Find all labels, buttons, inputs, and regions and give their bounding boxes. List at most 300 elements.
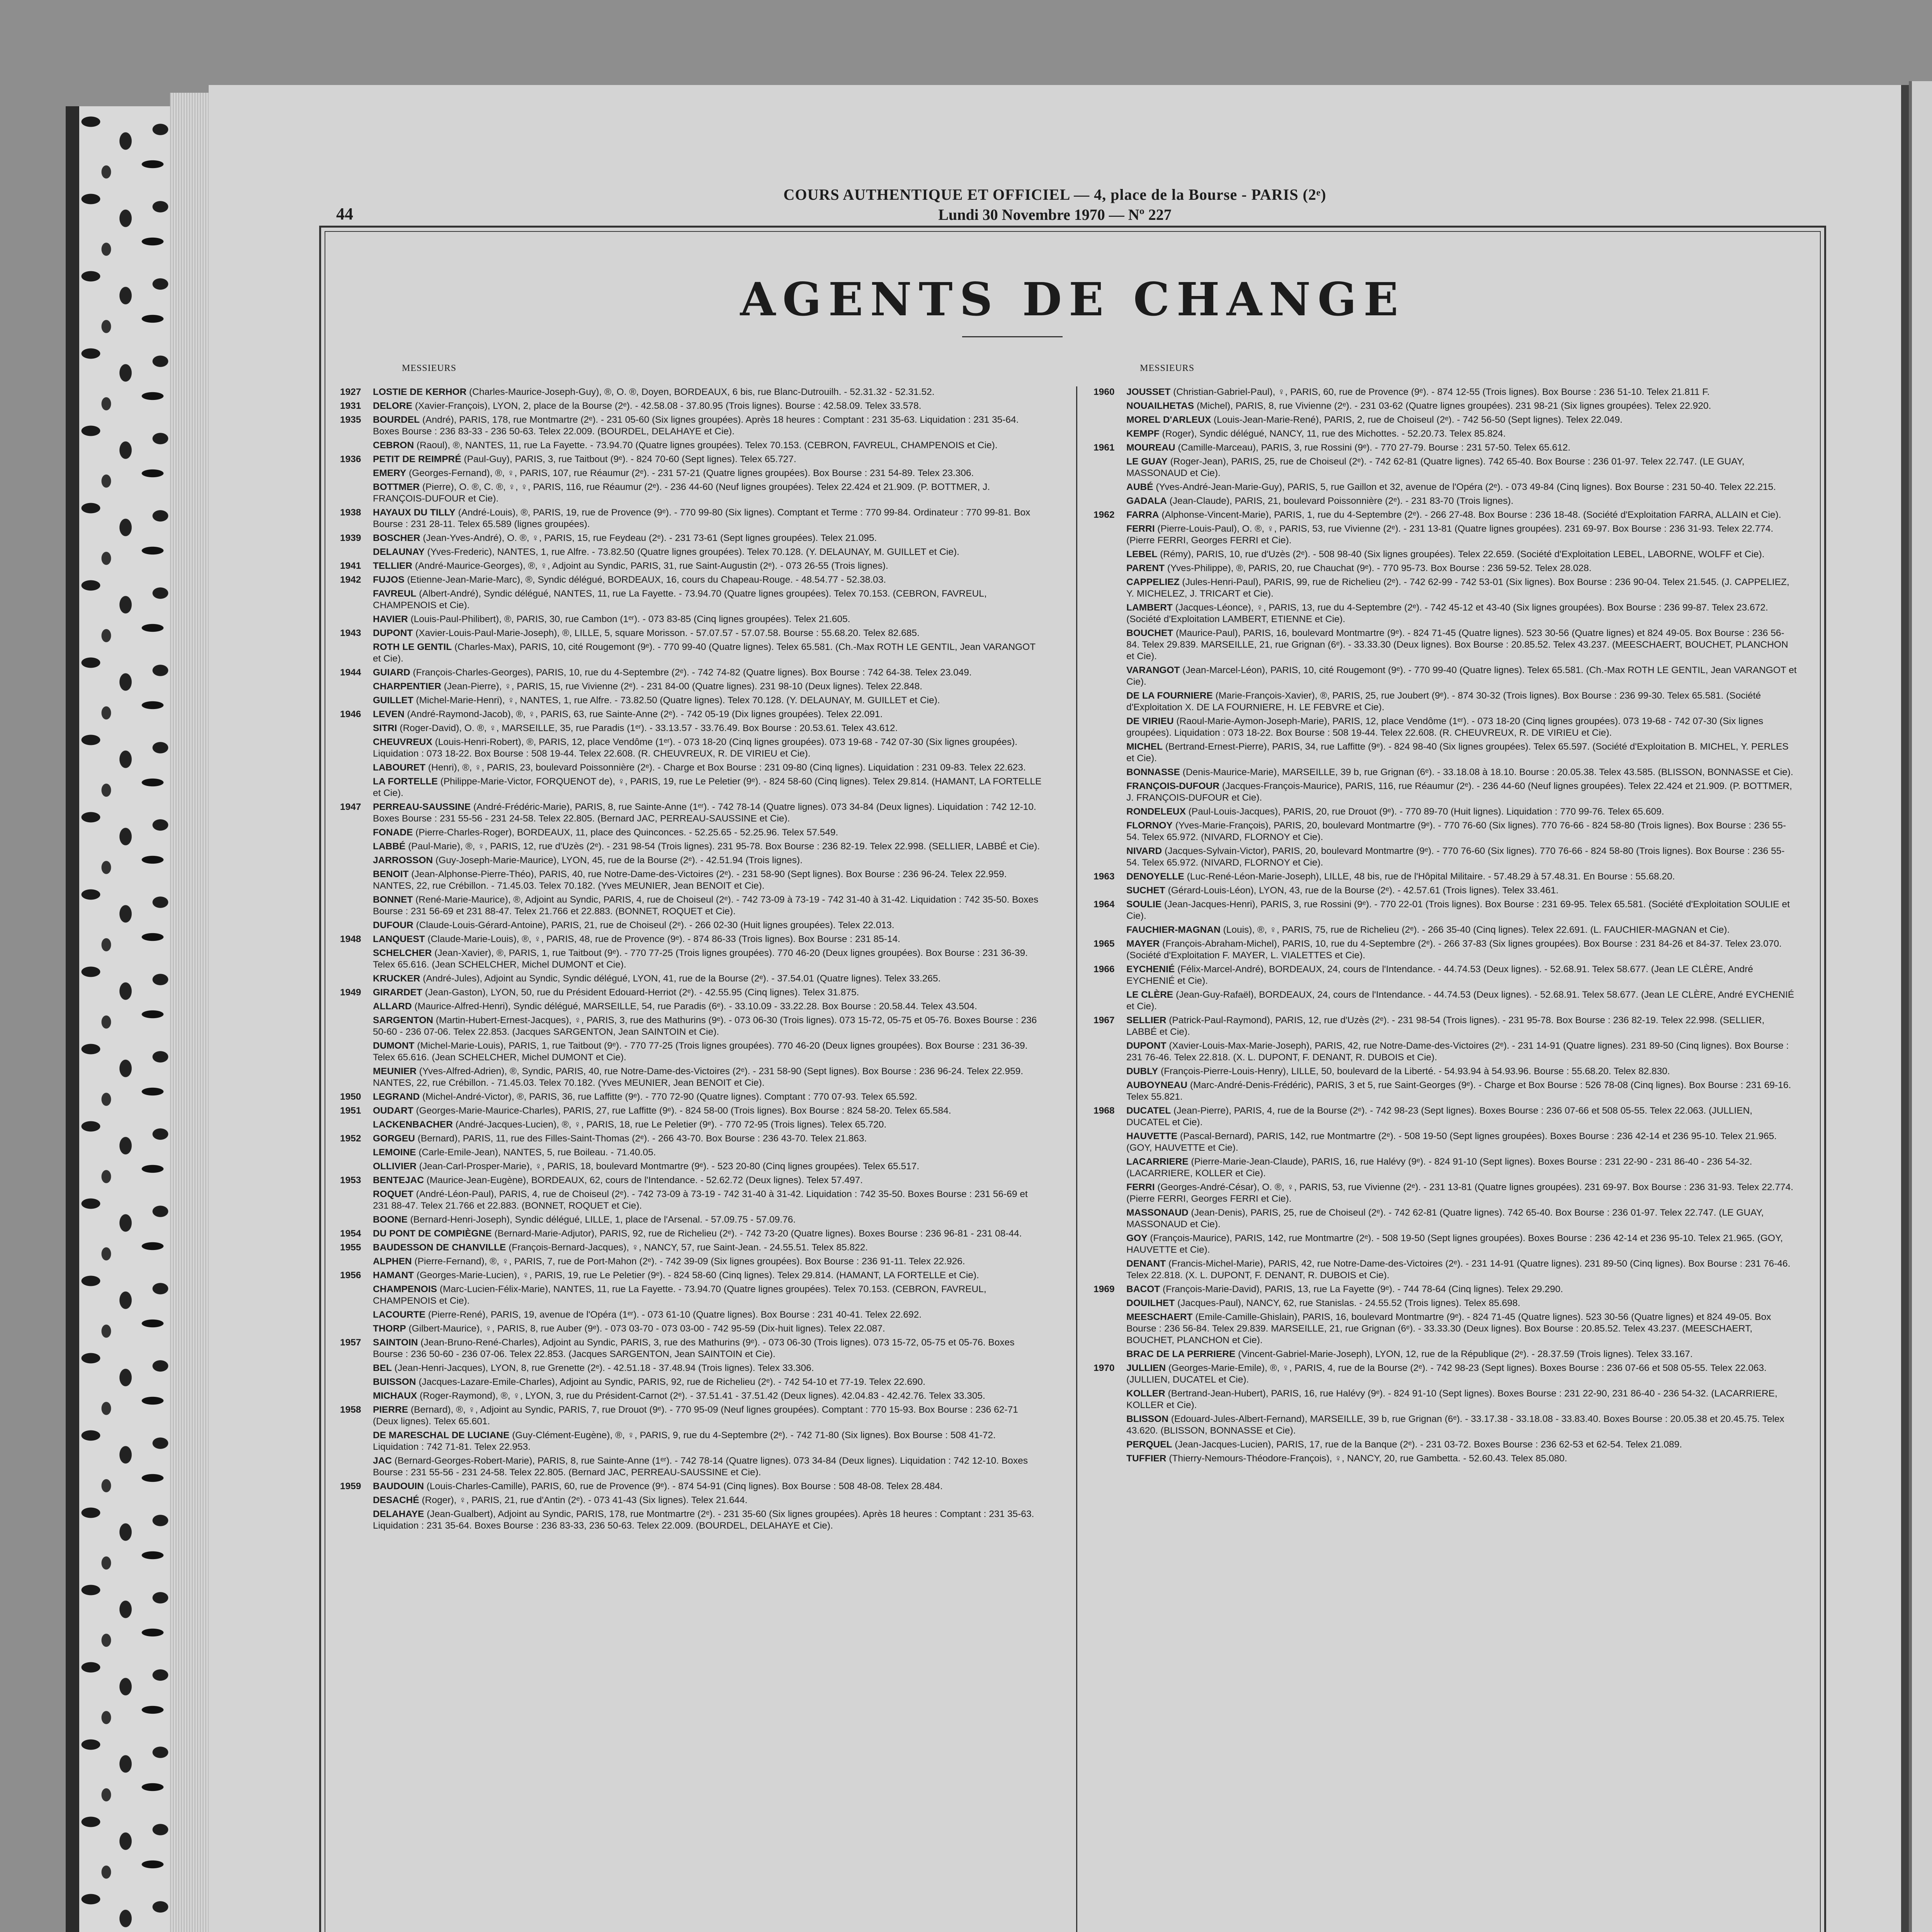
entry-name: LACARRIERE [1126, 1156, 1189, 1167]
entry-details: (Jean-Bruno-René-Charles), Adjoint au Syndic, PARIS, 3, rue des Mathurins (9ᵉ). - 073 06-30 (Trois lignes). 073 15-72, 05-75 et 05-76. Boxes Bourse : 236 50-60 - 236 07-06. Telex 22.853. (Jacques SARGENTON, Jean SAINTOIN et Cie). [373, 1337, 1015, 1359]
page-number: 44 [336, 204, 353, 223]
entry-year: 1953 [340, 1175, 361, 1185]
entry-details: (Xavier-François), LYON, 2, place de la Bourse (2ᵉ). - 42.58.08 - 37.80.95 (Trois lignes). Bourse : 42.58.09. Telex 33.578. [412, 401, 922, 411]
agent-entry [340, 1390, 1043, 1402]
agent-entry [340, 1270, 1043, 1281]
agent-entry [1094, 964, 1797, 987]
entry-name: AUBÉ [1126, 482, 1153, 492]
entry-details: (René-Marie-Maurice), ®, Adjoint au Syndic, PARIS, 4, rue de Choiseul (2ᵉ). - 742 73-09 à 73-19 - 742 31-40 à 31-42. Liquidation : 742 35-50. Boxes Bourse : 231 56-69 et 231 88-47. Telex 21.766 et 22.883. (BONNET, ROQUET et Cie). [373, 895, 1039, 917]
entry-name: DENOYELLE [1126, 871, 1184, 882]
entry-details: (Roger-David), O. ®, ♀, MARSEILLE, 35, rue Paradis (1ᵉʳ). - 33.13.57 - 33.76.49. Box Bourse : 20.53.61. Telex 43.612. [397, 723, 898, 733]
entry-details: (Félix-Marcel-André), BORDEAUX, 24, cours de l'Intendance. - 44.74.53 (Deux lignes). - 52.68.91. Telex 58.677. (Jean LE CLÈRE, André EYCHENIÉ et Cie). [1126, 964, 1753, 986]
agent-entry [340, 546, 1043, 558]
entry-details: (Louis-Charles-Camille), PARIS, 60, rue de Provence (9ᵉ). - 874 54-91 (Cinq lignes). Box Bourse : 508 48-08. Telex 28.484. [424, 1481, 943, 1492]
entry-name: ALLARD [373, 1001, 412, 1012]
agent-entry [340, 1430, 1043, 1453]
entry-year: 1970 [1094, 1363, 1115, 1373]
agent-entry [340, 894, 1043, 917]
entry-details: (Camille-Marceau), PARIS, 3, rue Rossini (9ᵉ). - 770 27-79. Bourse : 231 57-50. Telex 65.612. [1175, 442, 1571, 453]
entry-details: (Claude-Louis-Gérard-Antoine), PARIS, 21, rue de Choiseul (2ᵉ). - 266 02-30 (Huit lignes groupées). Telex 22.013. [413, 920, 895, 930]
entry-name: KRUCKER [373, 973, 420, 984]
entry-details: (Alphonse-Vincent-Marie), PARIS, 1, rue du 4-Septembre (2ᵉ). - 266 27-48. Box Bourse : 236 18-48. (Société d'Exploitation FARRA, ALLAIN et Cie). [1159, 510, 1781, 520]
entry-name: EMERY [373, 468, 406, 478]
entry-name: SARGENTON [373, 1015, 434, 1026]
entry-details: (Bernard), PARIS, 11, rue des Filles-Saint-Thomas (2ᵉ). - 266 43-70. Box Bourse : 236 43-70. Telex 21.863. [415, 1133, 867, 1144]
agent-entry [1094, 938, 1797, 961]
agent-entry [340, 841, 1043, 852]
agent-entry [1094, 1349, 1797, 1360]
entry-name: BOURDEL [373, 415, 420, 425]
entry-details: (Philippe-Marie-Victor, FORQUENOT de), ♀, PARIS, 19, rue Le Peletier (9ᵉ). - 824 58-60 (Cinq lignes). Telex 29.814. (HAMANT, LA FORTELLE et Cie). [373, 776, 1042, 798]
entry-details: (Pierre-René), PARIS, 19, avenue de l'Opéra (1ᵉʳ). - 073 61-10 (Quatre lignes). Box Bourse : 231 40-41. Telex 22.692. [425, 1310, 922, 1320]
agent-entry [340, 1147, 1043, 1158]
agent-entry [340, 762, 1043, 774]
entry-details: (Raoul-Marie-Aymon-Joseph-Marie), PARIS, 12, place Vendôme (1ᵉʳ). - 073 18-20 (Cinq lignes groupées). 073 19-68 - 742 07-30 (Six lignes groupées). Liquidation : 073 18-22. Box Bourse : 508 19-44. Telex 22.608. (R. CHEUVREUX, R. DE VIRIEU et Cie). [1126, 716, 1764, 738]
agent-entry [340, 709, 1043, 720]
entry-details: (Roger), ♀, PARIS, 21, rue d'Antin (2ᵉ). - 073 41-43 (Six lignes). Telex 21.644. [419, 1495, 748, 1505]
agent-entry [1094, 806, 1797, 818]
entry-name: HAVIER [373, 614, 408, 624]
entry-details: (Carle-Emile-Jean), NANTES, 5, rue Boileau. - 71.40.05. [416, 1147, 656, 1158]
entry-name: FARRA [1126, 510, 1159, 520]
entry-details: (Paul-Guy), PARIS, 3, rue Taitbout (9ᵉ). - 824 70-60 (Sept lignes). Telex 65.727. [461, 454, 796, 464]
entry-name: JULLIEN [1126, 1363, 1166, 1373]
agent-entry [340, 628, 1043, 639]
agent-entry [340, 1133, 1043, 1145]
entry-year: 1946 [340, 709, 361, 719]
agent-entry [340, 1481, 1043, 1492]
entry-name: LE GUAY [1126, 456, 1168, 467]
entry-details: (Pierre-Charles-Roger), BORDEAUX, 11, place des Quinconces. - 52.25.65 - 52.25.96. Telex 57.549. [413, 827, 838, 838]
entry-details: (Vincent-Gabriel-Marie-Joseph), LYON, 12, rue de la République (2ᵉ). - 28.37.59 (Trois lignes). Telex 33.167. [1235, 1349, 1693, 1359]
agent-entry [340, 667, 1043, 679]
agent-entry [1094, 1066, 1797, 1077]
entry-details: (Edouard-Jules-Albert-Fernand), MARSEILLE, 39 b, rue Grignan (6ᵉ). - 33.17.38 - 33.18.08 - 33.83.40. Boxes Bourse : 20.05.38 et 20.45.75. Telex 43.620. (BLISSON, BONNASSE et Cie). [1126, 1414, 1784, 1436]
entry-name: BLISSON [1126, 1414, 1168, 1424]
agent-entry [1094, 577, 1797, 600]
agent-entry [1094, 716, 1797, 739]
entry-year: 1941 [340, 561, 361, 571]
entry-details: (Marie-François-Xavier), ®, PARIS, 25, rue Joubert (9ᵉ). - 874 30-32 (Trois lignes). Box Bourse : 236 99-30. Telex 65.581. (Société d'Exploitation X. DE LA FOURNIERE, H. LE FEBVRE et Cie). [1126, 690, 1761, 713]
entry-details: (Raoul), ®, NANTES, 11, rue La Fayette. - 73.94.70 (Quatre lignes groupées). Telex 70.153. (CEBRON, FAVREUL, CHAMPENOIS et Cie). [414, 440, 998, 451]
agent-entry [1094, 1453, 1797, 1464]
entry-name: GUIARD [373, 667, 410, 678]
entry-details: (Gilbert-Maurice), ♀, PARIS, 8, rue Auber (9ᵉ). - 073 03-70 - 073 03-00 - 742 95-59 (Dix-huit lignes). Telex 22.087. [406, 1323, 885, 1334]
entry-details: (Michel-André-Victor), ®, PARIS, 36, rue Laffitte (9ᵉ). - 770 72-90 (Quatre lignes). Comptant : 770 07-93. Telex 65.592. [420, 1092, 917, 1102]
entry-name: BOUCHET [1126, 628, 1173, 638]
entry-name: EYCHENIÉ [1126, 964, 1175, 975]
agent-entry [340, 1284, 1043, 1307]
entry-year: 1938 [340, 507, 361, 518]
entry-year: 1968 [1094, 1105, 1115, 1116]
entry-name: LABBÉ [373, 841, 406, 852]
entry-details: (Jean-Guy-Rafaël), BORDEAUX, 24, cours de l'Intendance. - 44.74.53 (Deux lignes). - 52.68.91. Telex 58.677. (Jean LE CLÈRE, André EYCHENIÉ et Cie). [1126, 990, 1794, 1012]
entry-name: MEUNIER [373, 1066, 417, 1077]
entry-name: MAYER [1126, 939, 1160, 949]
agent-entry [1094, 820, 1797, 843]
entry-year: 1967 [1094, 1015, 1115, 1026]
entry-name: DUCATEL [1126, 1105, 1171, 1116]
agent-entry [340, 614, 1043, 625]
agent-entry [1094, 1156, 1797, 1179]
entry-name: DUPONT [1126, 1041, 1167, 1051]
entry-details: (André), PARIS, 178, rue Montmartre (2ᵉ). - 231 05-60 (Six lignes groupées). Après 18 heures : Comptant : 231 35-63. Liquidation : 231 35-64. Boxes Bourse : 236 83-33 - 236 50-63. Telex 22.009. (BOURDEL, DELAHAYE et Cie). [373, 415, 1019, 437]
entry-details: (Louis-Paul-Philibert), ®, PARIS, 30, rue Cambon (1ᵉʳ). - 073 83-85 (Cinq lignes groupées). Telex 21.605. [408, 614, 850, 624]
agent-entry [1094, 1362, 1797, 1386]
agent-entry [1094, 523, 1797, 546]
agent-entry [340, 1161, 1043, 1172]
entry-name: DENANT [1126, 1259, 1166, 1269]
entry-details: (Marc-Lucien-Félix-Marie), NANTES, 11, rue La Fayette. - 73.94.70 (Quatre lignes groupées). Telex 70.153. (CEBRON, FAVREUL, CHAMPENOIS et Cie). [373, 1284, 986, 1306]
agent-entry [340, 454, 1043, 465]
agent-entry [1094, 1040, 1797, 1063]
entry-year: 1939 [340, 533, 361, 543]
agent-entry [1094, 690, 1797, 713]
entry-name: DUMONT [373, 1041, 415, 1051]
entry-details: (Pascal-Bernard), PARIS, 142, rue Montmartre (2ᵉ). - 508 19-50 (Sept lignes groupées). Boxes Bourse : 236 42-14 et 236 95-10. Telex 21.965. (GOY, HAUVETTE et Cie). [1126, 1131, 1777, 1153]
agent-entry [340, 681, 1043, 692]
entry-details: (Louis-Jean-Marie-René), PARIS, 2, rue de Choiseul (2ᵉ). - 742 56-50 (Sept lignes). Telex 22.049. [1211, 415, 1623, 425]
entry-year: 1958 [340, 1405, 361, 1415]
agent-entry [340, 973, 1043, 985]
agent-entry [1094, 885, 1797, 896]
entry-name: VARANGOT [1126, 665, 1180, 675]
entry-details: (Yves-André-Jean-Marie-Guy), PARIS, 5, rue Gaillon et 32, avenue de l'Opéra (2ᵉ). - 073 49-84 (Cinq lignes). Box Bourse : 231 50-40. Telex 22.215. [1153, 482, 1776, 492]
adjacent-page [1909, 81, 1932, 1932]
entry-name: RONDELEUX [1126, 806, 1186, 817]
entry-details: (Jean-Gualbert), Adjoint au Syndic, PARIS, 178, rue Montmartre (2ᵉ). - 231 35-60 (Six lignes groupées). Après 18 heures : Comptant : 231 35-63. Liquidation : 231 35-64. Boxes Bourse : 236 83-33, 236 50-63. Telex 22.009. (BOURDEL, DELAHAYE et Cie). [373, 1509, 1034, 1531]
agent-entry [340, 507, 1043, 530]
entry-name: BOTTMER [373, 482, 420, 492]
entry-name: GOY [1126, 1233, 1148, 1243]
entry-name: FONADE [373, 827, 413, 838]
agent-entry [340, 1495, 1043, 1506]
agent-entry [1094, 1298, 1797, 1309]
entry-name: LACOURTE [373, 1310, 426, 1320]
entry-name: SAINTOIN [373, 1337, 418, 1348]
entry-details: (Emile-Camille-Ghislain), PARIS, 16, boulevard Montmartre (9ᵉ). - 824 71-45 (Quatre lignes). 523 30-56 (Quatre lignes) et 824 49-05. Box Bourse : 236 56-84. Telex 29.839. MARSEILLE, 21, rue Grignan (6ᵉ). - 33.33.30 (Deux lignes). Box Bourse : 20.85.52. Telex 43.237. (MEESCHAERT, BOUCHET, PLANCHON et Cie). [1126, 1312, 1771, 1345]
entry-name: PETIT DE REIMPRÉ [373, 454, 461, 464]
entry-name: OUDART [373, 1105, 413, 1116]
entry-name: BENTEJAC [373, 1175, 424, 1185]
entry-details: (Thierry-Nemours-Théodore-François), ♀, NANCY, 20, rue Gambetta. - 52.60.43. Telex 85.080. [1166, 1453, 1567, 1464]
entry-name: LANQUEST [373, 934, 425, 944]
entry-name: MOUREAU [1126, 442, 1175, 453]
entry-details: (Bertrand-Ernest-Pierre), PARIS, 34, rue Laffitte (9ᵉ). - 824 98-40 (Six lignes groupées). Telex 65.597. (Société d'Exploitation B. MICHEL, Y. PERLES et Cie). [1126, 742, 1789, 764]
agent-entry [340, 386, 1043, 398]
entry-year: 1963 [1094, 871, 1115, 882]
agent-entry [340, 1362, 1043, 1374]
agent-entry [1094, 1105, 1797, 1128]
agent-entry [1094, 1233, 1797, 1256]
entry-details: (Jacques-François-Maurice), PARIS, 116, rue Réaumur (2ᵉ). - 236 44-60 (Neuf lignes groupées). Telex 22.424 et 21.909. (P. BOTTMER, J. FRANÇOIS-DUFOUR et Cie). [1126, 781, 1792, 803]
entry-name: AUBOYNEAU [1126, 1080, 1187, 1090]
entry-name: SUCHET [1126, 885, 1165, 896]
entry-year: 1957 [340, 1337, 361, 1348]
entry-details: (Georges-Fernand), ®, ♀, PARIS, 107, rue Réaumur (2ᵉ). - 231 57-21 (Quatre lignes groupées). Box Bourse : 231 54-89. Telex 23.306. [406, 468, 974, 478]
entry-year: 1936 [340, 454, 361, 464]
agent-entry [340, 574, 1043, 586]
entry-details: (François-Marie-David), PARIS, 13, rue La Fayette (9ᵉ). - 744 78-64 (Cinq lignes). Telex 29.290. [1160, 1284, 1563, 1294]
entry-name: LAMBERT [1126, 602, 1173, 613]
entry-details: (Jean-Denis), PARIS, 25, rue de Choiseul (2ᵉ). - 742 62-81 (Quatre lignes). 742 65-40. Box Bourse : 236 01-97. Telex 22.747. (LE GUAY, MASSONAUD et Cie). [1126, 1208, 1764, 1230]
entry-details: (André-Frédéric-Marie), PARIS, 8, rue Sainte-Anne (1ᵉʳ). - 742 78-14 (Quatre lignes). 073 34-84 (Deux lignes). Liquidation : 742 12-10. Boxes Bourse : 231 55-56 - 231 24-58. Telex 22.805. (Bernard JAC, PERREAU-SAUSSINE et Cie). [373, 802, 1036, 824]
entry-details: (Jules-Henri-Paul), PARIS, 99, rue de Richelieu (2ᵉ). - 742 62-99 - 742 53-01 (Six lignes). Box Bourse : 236 90-04. Telex 21.545. (J. CAPPELIEZ, Y. MICHELEZ, J. TRICART et Cie). [1126, 577, 1789, 599]
entry-name: LE CLÈRE [1126, 990, 1173, 1000]
entry-name: LOSTIE DE KERHOR [373, 387, 467, 397]
entry-year: 1960 [1094, 387, 1115, 397]
entry-year: 1952 [340, 1133, 361, 1144]
entry-name: NIVARD [1126, 846, 1162, 856]
header-publication: COURS AUTHENTIQUE ET OFFICIEL — 4, place de la Bourse - PARIS (2ᵉ) [783, 186, 1327, 203]
entry-name: FLORNOY [1126, 820, 1173, 831]
entry-name: GIRARDET [373, 987, 422, 998]
entry-details: (François-Bernard-Jacques), ♀, NANCY, 57, rue Saint-Jean. - 24.55.51. Telex 85.822. [506, 1242, 868, 1253]
agents-list-left [340, 386, 1043, 1534]
agent-entry [1094, 1439, 1797, 1451]
agent-entry [1094, 1311, 1797, 1346]
entry-name: FAVREUL [373, 588, 417, 599]
entry-details: (François-Abraham-Michel), PARIS, 10, rue du 4-Septembre (2ᵉ). - 266 37-83 (Six lignes groupées). Box Bourse : 231 84-26 et 84-37. Telex 23.070. (Société d'Exploitation F. MAYER, L. VIALETTES et Cie). [1126, 939, 1782, 961]
entry-details: (Michel), PARIS, 8, rue Vivienne (2ᵉ). - 231 03-62 (Quatre lignes groupées). 231 98-21 (Six lignes groupées). Telex 22.920. [1194, 401, 1711, 411]
entry-details: (Denis-Maurice-Marie), MARSEILLE, 39 b, rue Grignan (6ᵉ). - 33.18.08 à 18.10. Bourse : 20.05.38. Telex 43.585. (BLISSON, BONNASSE et Cie). [1180, 767, 1793, 777]
entry-details: (Etienne-Jean-Marie-Marc), ®, Syndic délégué, BORDEAUX, 16, cours du Chapeau-Rouge. - 48.54.77 - 52.38.03. [404, 575, 886, 585]
entry-details: (Paul-Marie), ®, ♀, PARIS, 12, rue d'Uzès (2ᵉ). - 231 98-54 (Trois lignes). 231 95-78. Box Bourse : 236 82-19. Telex 22.998. (SELLIER, LABBÉ et Cie). [405, 841, 1040, 852]
entry-details: (Maurice-Alfred-Henri), Syndic délégué, MARSEILLE, 54, rue Paradis (6ᵉ). - 33.10.09 - 33.22.28. Box Bourse : 20.58.44. Telex 43.504. [412, 1001, 977, 1012]
entry-name: GUILLET [373, 695, 413, 706]
entry-name: CEBRON [373, 440, 414, 451]
entry-name: BONNASSE [1126, 767, 1180, 777]
entry-details: (Jean-Marcel-Léon), PARIS, 10, cité Rougemont (9ᵉ). - 770 99-40 (Quatre lignes). Telex 65.581. (Ch.-Max ROTH LE GENTIL, Jean VARANGOT et Cie). [1126, 665, 1797, 687]
agent-entry [1094, 1131, 1797, 1154]
entry-details: (André-Raymond-Jacob), ®, ♀, PARIS, 63, rue Sainte-Anne (2ᵉ). - 742 05-19 (Dix lignes groupées). Telex 22.091. [404, 709, 883, 719]
entry-details: (Jean-Yves-André), O. ®, ♀, PARIS, 15, rue Feydeau (2ᵉ). - 231 73-61 (Sept lignes groupées). Telex 21.095. [420, 533, 877, 543]
entry-details: (Yves-Frederic), NANTES, 1, rue Alfre. - 73.82.50 (Quatre lignes groupées). Telex 70.128. (Y. DELAUNAY, M. GUILLET et Cie). [424, 547, 959, 557]
entry-year: 1959 [340, 1481, 361, 1492]
entry-details: (Jean-Henri-Jacques), LYON, 8, rue Grenette (2ᵉ). - 42.51.18 - 37.48.94 (Trois lignes). Telex 33.306. [392, 1363, 814, 1373]
entry-name: BAUDESSON DE CHANVILLE [373, 1242, 506, 1253]
entry-name: NOUAILHETAS [1126, 401, 1194, 411]
entry-name: KOLLER [1126, 1388, 1165, 1399]
entry-year: 1954 [340, 1228, 361, 1239]
entry-details: (André-Jacques-Lucien), ®, ♀, PARIS, 18, rue Le Peletier (9ᵉ). - 770 72-95 (Trois lignes). Telex 65.720. [452, 1119, 887, 1130]
entry-year: 1961 [1094, 442, 1115, 453]
entry-name: PIERRE [373, 1405, 408, 1415]
agent-entry [340, 1242, 1043, 1253]
agent-entry [1094, 899, 1797, 922]
page-title: AGENTS DE CHANGE [740, 272, 1405, 326]
agent-entry [340, 855, 1043, 866]
entry-name: OLLIVIER [373, 1161, 417, 1172]
entry-name: TELLIER [373, 561, 413, 571]
entry-name: KEMPF [1126, 429, 1160, 439]
entry-details: (Yves-Philippe), ®, PARIS, 20, rue Chauchat (9ᵉ). - 770 95-73. Box Bourse : 236 59-52. Telex 28.028. [1164, 563, 1592, 573]
entry-name: DELORE [373, 401, 413, 411]
entry-name: DESACHÉ [373, 1495, 419, 1505]
entry-details: (François-Maurice), PARIS, 142, rue Montmartre (2ᵉ). - 508 19-50 (Sept lignes groupées). Boxes Bourse : 236 42-14 et 236 95-10. Telex 21.965. (GOY, HAUVETTE et Cie). [1126, 1233, 1783, 1255]
entry-name: ROQUET [373, 1189, 413, 1199]
entry-details: (Xavier-Louis-Max-Marie-Joseph), PARIS, 42, rue Notre-Dame-des-Victoires (2ᵉ). - 231 14-91 (Quatre lignes). 231 89-50 (Cinq lignes). Box Bourse : 231 76-46. Telex 22.818. (X. L. DUPONT, F. DENANT, R. DUBOIS et Cie). [1126, 1041, 1789, 1063]
agent-entry [340, 736, 1043, 760]
entry-details: (Bertrand-Jean-Hubert), PARIS, 16, rue Halévy (9ᵉ). - 824 91-10 (Sept lignes). Boxes Bourse : 231 22-90, 231 86-40 - 236 54-32. (LACARRIERE, KOLLER et Cie). [1126, 1388, 1777, 1410]
entry-name: TUFFIER [1126, 1453, 1167, 1464]
agent-entry [340, 468, 1043, 479]
entry-details: (Jean-Xavier), ®, PARIS, 1, rue Taitbout (9ᵉ). - 770 77-25 (Trois lignes groupées). 770 46-20 (Deux lignes groupées). Box Bourse : 231 36-39. Telex 65.616. (Jean SCHELCHER, Michel DUMONT et Cie). [373, 948, 1028, 970]
agent-entry [1094, 1207, 1797, 1230]
agent-entry [340, 414, 1043, 437]
entry-details: (Jean-Alphonse-Pierre-Théo), PARIS, 40, rue Notre-Dame-des-Victoires (2ᵉ). - 231 58-90 (Sept lignes). Box Bourse : 236 96-24. Telex 22.959. NANTES, 22, rue Crébillon. - 71.45.03. Telex 70.182. (Yves MEUNIER, Jean BENOIT et Cie). [373, 869, 1007, 891]
agent-entry [340, 1001, 1043, 1012]
agent-entry [340, 1323, 1043, 1335]
agent-entry [340, 1066, 1043, 1089]
agent-entry [340, 801, 1043, 825]
entry-details: (Yves-Marie-François), PARIS, 20, boulevard Montmartre (9ᵉ). - 770 76-60 (Six lignes). 770 76-66 - 824 58-80 (Trois lignes). Box Bourse : 236 55-54. Telex 65.972. (NIVARD, FLORNOY et Cie). [1126, 820, 1786, 842]
entry-name: LEGRAND [373, 1092, 420, 1102]
agent-entry [340, 1228, 1043, 1240]
entry-name: DE MARESCHAL DE LUCIANE [373, 1430, 510, 1440]
entry-name: CHEUVREUX [373, 737, 432, 747]
agent-entry [1094, 1284, 1797, 1295]
agent-entry [340, 869, 1043, 892]
entry-details: (Maurice-Paul), PARIS, 16, boulevard Montmartre (9ᵉ). - 824 71-45 (Quatre lignes). 523 30-56 (Quatre lignes) et 824 49-05. Box Bourse : 236 56-84. Telex 29.839. MARSEILLE, 21, rue Grignan (6ᵉ). - 33.33.30 (Deux lignes). Box Bourse : 20.85.52. Telex 43.237. (MEESCHAERT, BOUCHET, PLANCHON et Cie). [1126, 628, 1788, 662]
entry-year: 1966 [1094, 964, 1115, 975]
entry-name: DE VIRIEU [1126, 716, 1174, 726]
entry-details: (Henri), ®, ♀, PARIS, 23, boulevard Poissonnière (2ᵉ). - Charge et Box Bourse : 231 09-80 (Cinq lignes). Liquidation : 231 09-83. Telex 22.623. [425, 762, 1026, 773]
entry-year: 1931 [340, 401, 361, 411]
agent-entry [1094, 481, 1797, 493]
entry-year: 1927 [340, 387, 361, 397]
agent-entry [340, 1309, 1043, 1321]
agent-entry [1094, 781, 1797, 804]
entry-details: (Guy-Clément-Eugène), ®, ♀, PARIS, 9, rue du 4-Septembre (2ᵉ). - 742 71-80 (Six lignes). Box Bourse : 508 41-72. Liquidation : 742 71-81. Telex 22.953. [373, 1430, 996, 1452]
entry-name: MICHEL [1126, 742, 1163, 752]
agent-entry [1094, 456, 1797, 479]
agent-entry [1094, 563, 1797, 574]
agent-entry [340, 1404, 1043, 1427]
entry-name: DELAUNAY [373, 547, 425, 557]
entry-details: (André-Jules), Adjoint au Syndic, Syndic délégué, LYON, 41, rue de la Bourse (2ᵉ). - 37.54.01 (Quatre lignes). Telex 33.265. [420, 973, 941, 984]
entry-name: FERRI [1126, 524, 1155, 534]
entry-name: BOONE [373, 1214, 408, 1225]
entry-details: (Charles-Max), PARIS, 10, cité Rougemont (9ᵉ). - 770 99-40 (Quatre lignes). Telex 65.581. (Ch.-Max ROTH LE GENTIL, Jean VARANGOT et Cie). [373, 642, 1036, 664]
entry-name: PARENT [1126, 563, 1165, 573]
agent-entry [340, 934, 1043, 945]
entry-details: (Jean-Pierre), ♀, PARIS, 15, rue Vivienne (2ᵉ). - 231 84-00 (Quatre lignes). 231 98-10 (Deux lignes). Telex 22.848. [441, 681, 922, 692]
entry-name: JAC [373, 1456, 392, 1466]
entry-details: (Pierre-Fernand), ®, ♀, PARIS, 7, rue de Port-Mahon (2ᵉ). - 742 39-09 (Six lignes groupées). Box Bourse : 236 91-11. Telex 22.926. [412, 1256, 965, 1267]
entry-details: (Louis), ®, ♀, PARIS, 75, rue de Richelieu (2ᵉ). - 266 35-40 (Cinq lignes). Telex 22.691. (L. FAUCHIER-MAGNAN et Cie). [1220, 925, 1730, 935]
entry-details: (Claude-Marie-Louis), ®, ♀, PARIS, 48, rue de Provence (9ᵉ). - 874 86-33 (Trois lignes). Box Bourse : 231 85-14. [425, 934, 900, 944]
agent-entry [1094, 386, 1797, 398]
agents-list-right [1094, 386, 1797, 1467]
entry-name: LA FORTELLE [373, 776, 438, 787]
entry-name: CHARPENTIER [373, 681, 441, 692]
agent-entry [340, 695, 1043, 706]
entry-name: LEMOINE [373, 1147, 416, 1158]
agent-entry [340, 400, 1043, 412]
column-heading-right: MESSIEURS [1140, 363, 1195, 373]
entry-details: (Roger-Raymond), ®, ♀, LYON, 3, rue du Président-Carnot (2ᵉ). - 37.51.41 - 37.51.42 (Deux lignes). 42.04.83 - 42.42.76. Telex 33.305. [417, 1391, 985, 1401]
entry-details: (Rémy), PARIS, 10, rue d'Uzès (2ᵉ). - 508 98-40 (Six lignes groupées). Telex 22.659. (Société d'Exploitation LEBEL, LABORNE, WOLFF et Cie). [1157, 549, 1765, 560]
entry-details: (Gérard-Louis-Léon), LYON, 43, rue de la Bourse (2ᵉ). - 42.57.61 (Trois lignes). Telex 33.461. [1165, 885, 1559, 896]
entry-name: LABOURET [373, 762, 426, 773]
entry-details: (André-Léon-Paul), PARIS, 4, rue de Choiseul (2ᵉ). - 742 73-09 à 73-19 - 742 31-40 à 31-42. Liquidation : 742 35-50. Boxes Bourse : 231 56-69 et 231 88-47. Telex 21.766 et 22.883. (BONNET, ROQUET et Cie). [373, 1189, 1028, 1211]
entry-details: (Bernard-Henri-Joseph), Syndic délégué, LILLE, 1, place de l'Arsenal. - 57.09.75 - 57.09.76. [407, 1214, 796, 1225]
entry-name: FAUCHIER-MAGNAN [1126, 925, 1221, 935]
agent-entry [1094, 1258, 1797, 1281]
entry-year: 1965 [1094, 939, 1115, 949]
entry-name: JARROSSON [373, 855, 433, 866]
entry-name: PERREAU-SAUSSINE [373, 802, 471, 812]
agent-entry [1094, 741, 1797, 764]
entry-name: BRAC DE LA PERRIERE [1126, 1349, 1236, 1359]
entry-details: (Jacques-Paul), NANCY, 62, rue Stanislas. - 24.55.52 (Trois lignes). Telex 85.698. [1175, 1298, 1520, 1308]
agent-entry [1094, 495, 1797, 507]
agent-entry [340, 641, 1043, 665]
entry-name: HAUVETTE [1126, 1131, 1178, 1141]
agent-entry [340, 827, 1043, 838]
agent-entry [1094, 845, 1797, 869]
agent-entry [340, 1214, 1043, 1226]
agent-entry [340, 481, 1043, 505]
entry-details: (Jean-Pierre), PARIS, 4, rue de la Bourse (2ᵉ). - 742 98-23 (Sept lignes). Boxes Bourse : 236 07-66 et 508 05-55. Telex 22.063. (JULLIEN, DUCATEL et Cie). [1126, 1105, 1753, 1128]
entry-details: (Pierre-Louis-Paul), O. ®, ♀, PARIS, 53, rue Vivienne (2ᵉ). - 231 13-81 (Quatre lignes groupées). 231 69-97. Box Bourse : 236 31-93. Telex 22.774. (Pierre FERRI, Georges FERRI et Cie). [1126, 524, 1774, 546]
agent-entry [340, 1015, 1043, 1038]
agent-entry [1094, 989, 1797, 1012]
entry-name: DOUILHET [1126, 1298, 1175, 1308]
agent-entry [1094, 628, 1797, 662]
entry-details: (Patrick-Paul-Raymond), PARIS, 12, rue d'Uzès (2ᵉ). - 231 98-54 (Trois lignes). - 231 95-78. Box Bourse : 236 82-19. Telex 22.998. (SELLIER, LABBÉ et Cie). [1126, 1015, 1765, 1037]
entry-details: (Jacques-Lazare-Emile-Charles), Adjoint au Syndic, PARIS, 92, rue de Richelieu (2ᵉ). - 742 54-10 et 77-19. Telex 22.690. [416, 1377, 925, 1387]
agent-entry [1094, 428, 1797, 440]
agent-entry [1094, 400, 1797, 412]
entry-name: SCHELCHER [373, 948, 432, 958]
agent-entry [340, 987, 1043, 998]
agent-entry [340, 1040, 1043, 1063]
entry-year: 1950 [340, 1092, 361, 1102]
entry-details: (Yves-Alfred-Adrien), ®, Syndic, PARIS, 40, rue Notre-Dame-des-Victoires (2ᵉ). - 231 58-90 (Sept lignes). Box Bourse : 236 96-24. Telex 22.959. NANTES, 22, rue Crébillon. - 71.45.03. Telex 70.182. (Yves MEUNIER, Jean BENOIT et Cie). [373, 1066, 1024, 1088]
entry-details: (Jacques-Léonce), ♀, PARIS, 13, rue du 4-Septembre (2ᵉ). - 742 45-12 et 43-40 (Six lignes groupées). Box Bourse : 236 99-87. Telex 23.672. (Société d'Exploitation LAMBERT, ETIENNE et Cie). [1126, 602, 1768, 624]
entry-year: 1964 [1094, 899, 1115, 910]
entry-year: 1947 [340, 802, 361, 812]
entry-name: GADALA [1126, 496, 1167, 506]
entry-details: (François-Pierre-Louis-Henry), LILLE, 50, boulevard de la Liberté. - 54.93.94 à 54.93.96. Bourse : 55.68.20. Telex 82.830. [1158, 1066, 1670, 1077]
entry-name: HAMANT [373, 1270, 414, 1281]
entry-details: (Michel-Marie-Henri), ♀, NANTES, 1, rue Alfre. - 73.82.50 (Quatre lignes). Telex 70.128. (Y. DELAUNAY, M. GUILLET et Cie). [413, 695, 940, 706]
entry-year: 1942 [340, 575, 361, 585]
agent-entry [1094, 767, 1797, 778]
entry-name: ALPHEN [373, 1256, 412, 1267]
entry-year: 1951 [340, 1105, 361, 1116]
entry-details: (André-Maurice-Georges), ®, ♀, Adjoint au Syndic, PARIS, 31, rue Saint-Augustin (2ᵉ). - 073 26-55 (Trois lignes). [412, 561, 888, 571]
agent-entry [1094, 871, 1797, 883]
agent-entry [340, 588, 1043, 611]
column-divider [1076, 386, 1077, 1932]
entry-details: (André-Louis), ®, PARIS, 19, rue de Provence (9ᵉ). - 770 99-80 (Six lignes). Comptant et Terme : 770 99-84. Ordinateur : 770 99-81. Box Bourse : 231 28-11. Telex 65.589 (lignes groupées). [373, 507, 1031, 529]
entry-name: BUISSON [373, 1377, 416, 1387]
agent-entry [340, 1189, 1043, 1212]
entry-name: MOREL D'ARLEUX [1126, 415, 1211, 425]
entry-details: (Georges-Marie-Lucien), ♀, PARIS, 19, rue Le Peletier (9ᵉ). - 824 58-60 (Cinq lignes). Telex 29.814. (HAMANT, LA FORTELLE et Cie). [414, 1270, 979, 1281]
entry-name: GORGEU [373, 1133, 415, 1144]
agent-entry [1094, 509, 1797, 521]
header-date: Lundi 30 Novembre 1970 — Nº 227 [938, 206, 1172, 223]
entry-details: (Pierre), O. ®, C. ®, ♀, ♀, PARIS, 116, rue Réaumur (2ᵉ). - 236 44-60 (Neuf lignes groupées). Telex 22.424 et 21.909. (P. BOTTMER, J. FRANÇOIS-DUFOUR et Cie). [373, 482, 990, 504]
entry-details: (Luc-René-Léon-Marie-Joseph), LILLE, 48 bis, rue de l'Hôpital Militaire. - 57.48.29 à 57.48.31. En Bourse : 55.68.20. [1184, 871, 1675, 882]
entry-details: (Jacques-Sylvain-Victor), PARIS, 20, boulevard Montmartre (9ᵉ). - 770 76-60 (Six lignes). 770 76-66 - 824 58-80 (Trois lignes). Box Bourse : 236 55-54. Telex 65.972. (NIVARD, FLORNOY et Cie). [1126, 846, 1785, 868]
entry-name: DE LA FOURNIERE [1126, 690, 1213, 701]
agent-entry [340, 1175, 1043, 1186]
